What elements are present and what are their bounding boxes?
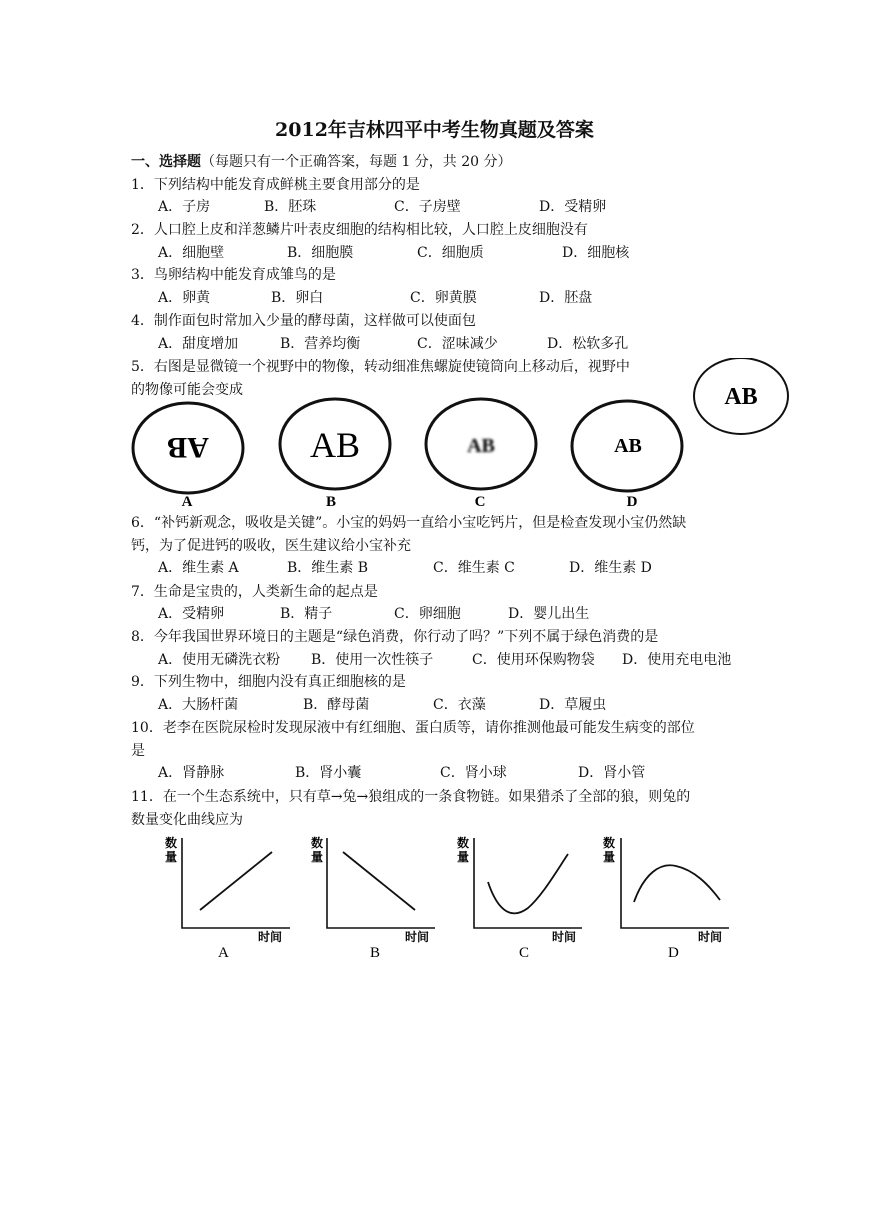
choice-c-label: C [474, 494, 486, 508]
graph-c-label: C [519, 945, 530, 961]
graph-d-label: D [668, 945, 679, 961]
option: C．维生素 C [433, 560, 515, 576]
option: B．细胞膜 [287, 245, 354, 261]
option: D．受精卵 [539, 199, 607, 215]
option: D．维生素 D [569, 560, 652, 576]
option: D．使用充电电池 [622, 652, 732, 668]
graph-a-ylabel-bottom: 量 [165, 850, 178, 864]
graph-d-ylabel-bottom: 量 [603, 850, 616, 864]
graph-a-axes [182, 838, 290, 928]
choice-d-label: D [626, 494, 638, 508]
graph-d [603, 835, 729, 961]
option: D．肾小管 [578, 765, 646, 781]
option: C．肾小球 [440, 765, 507, 781]
microscope-figure [0, 358, 869, 508]
question-6-stem-cont: 钙，为了促进钙的吸收，医生建议给小宝补充 [131, 538, 411, 554]
option: D．胚盘 [539, 290, 593, 306]
question-5-stem-cont: 的物像可能会变成 [131, 382, 243, 398]
graph-d-curve [634, 865, 720, 902]
graph-a-curve [200, 852, 272, 910]
graph-d-xlabel: 时间 [698, 930, 723, 944]
graph-b-label: B [370, 945, 381, 961]
graph-b-ylabel-top: 数 [311, 836, 324, 850]
option: A．甜度增加 [158, 336, 239, 352]
option: C．卵细胞 [394, 606, 461, 622]
choice-a-text: AB [167, 431, 209, 464]
option: D．婴儿出生 [508, 606, 590, 622]
option: D．草履虫 [539, 697, 607, 713]
option: A．卵黄 [158, 290, 211, 306]
option: A．使用无磷洗衣粉 [158, 652, 281, 668]
choice-b-text: AB [309, 425, 361, 465]
graph-c-ylabel-bottom: 量 [457, 850, 470, 864]
question-1-stem: 1．下列结构中能发育成鲜桃主要食用部分的是 [131, 177, 420, 193]
option: D．松软多孔 [547, 336, 629, 352]
graph-b-xlabel: 时间 [405, 930, 430, 944]
option: B．胚珠 [264, 199, 317, 215]
question-8-stem: 8．今年我国世界环境日的主题是“绿色消费，你行动了吗？”下列不属于绿色消费的是 [131, 629, 659, 645]
choice-a-label: A [181, 494, 193, 508]
question-7-stem: 7．生命是宝贵的，人类新生命的起点是 [131, 584, 378, 600]
option: A．肾静脉 [158, 765, 225, 781]
choice-b-label: B [325, 494, 337, 508]
graph-c [457, 835, 582, 961]
option: D．细胞核 [562, 245, 630, 261]
option: B．精子 [280, 606, 333, 622]
option: A．子房 [158, 199, 211, 215]
graph-b-curve [343, 852, 415, 910]
question-10-stem-cont: 是 [131, 743, 145, 759]
option: C．涩味减少 [417, 336, 498, 352]
question-3-stem: 3．鸟卵结构中能发育成雏鸟的是 [131, 267, 336, 283]
section-note: （每题只有一个正确答案，每题 1 分，共 20 分） [201, 154, 512, 170]
graph-a [165, 835, 290, 961]
page-title: 2012年吉林四平中考生物真题及答案 [275, 119, 594, 141]
question-4-stem: 4．制作面包时常加入少量的酵母菌，这样做可以使面包 [131, 313, 476, 329]
choice-c-text: AB [467, 435, 495, 457]
graph-c-ylabel-top: 数 [457, 836, 470, 850]
question-5-stem: 5．右图是显微镜一个视野中的物像，转动细准焦螺旋使镜筒向上移动后，视野中 [131, 359, 630, 375]
question-2-stem: 2．人口腔上皮和洋葱鳞片叶表皮细胞的结构相比较，人口腔上皮细胞没有 [131, 222, 588, 238]
question-11-stem-cont: 数量变化曲线应为 [131, 812, 243, 828]
graph-a-label: A [218, 945, 229, 961]
section-heading-label: 一、选择题 [131, 154, 201, 170]
question-10-stem: 10．老李在医院尿检时发现尿液中有红细胞、蛋白质等，请你推测他最可能发生病变的部位 [131, 720, 695, 736]
original-view-text: AB [724, 384, 758, 410]
option: A．维生素 A [158, 560, 239, 576]
option: C．衣藻 [433, 697, 486, 713]
option: B．维生素 B [287, 560, 369, 576]
option: A．受精卵 [158, 606, 225, 622]
question-9-stem: 9．下列生物中，细胞内没有真正细胞核的是 [131, 674, 406, 690]
population-graphs [0, 832, 869, 962]
question-6-stem: 6．“补钙新观念，吸收是关键”。小宝的妈妈一直给小宝吃钙片，但是检查发现小宝仍然缺 [131, 515, 687, 531]
choice-d-text: AB [614, 435, 642, 457]
graph-b [311, 835, 435, 961]
graph-d-ylabel-top: 数 [603, 836, 616, 850]
option: C．子房壁 [394, 199, 461, 215]
option: A．细胞壁 [158, 245, 225, 261]
graph-a-xlabel: 时间 [258, 930, 283, 944]
option: B．使用一次性筷子 [311, 652, 434, 668]
option: B．酵母菌 [303, 697, 370, 713]
graph-d-axes [621, 838, 729, 928]
graph-c-xlabel: 时间 [552, 930, 577, 944]
option: A．大肠杆菌 [158, 697, 239, 713]
option: B．营养均衡 [280, 336, 361, 352]
option: B．肾小囊 [295, 765, 362, 781]
option: B．卵白 [271, 290, 324, 306]
graph-b-ylabel-bottom: 量 [311, 850, 324, 864]
option: C．卵黄膜 [410, 290, 477, 306]
option: C．使用环保购物袋 [472, 652, 595, 668]
graph-c-axes [474, 838, 582, 928]
graph-c-curve [488, 854, 568, 913]
section-heading [131, 152, 512, 172]
option: C．细胞质 [417, 245, 484, 261]
graph-a-ylabel-top: 数 [165, 836, 178, 850]
question-11-stem: 11．在一个生态系统中，只有草→兔→狼组成的一条食物链。如果猎杀了全部的狼，则兔的 [131, 789, 691, 805]
